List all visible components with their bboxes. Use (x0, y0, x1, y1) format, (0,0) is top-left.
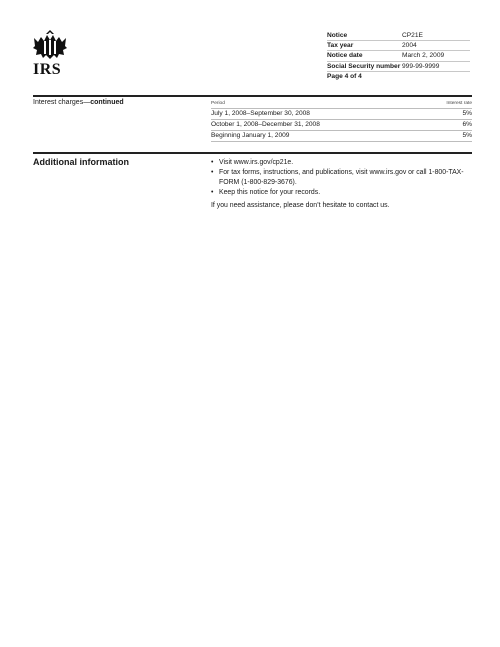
notice-date-row (327, 51, 470, 61)
notice-row (327, 31, 470, 41)
bullet-icon: • (211, 159, 214, 166)
list-item-text: Visit www.irs.gov/cp21e. (219, 159, 294, 166)
interest-rate-table (211, 100, 472, 142)
list-item-text: For tax forms, instructions, and publications, visit www.irs.gov or call 1-800-TAX-FORM (1-800-829-3676). (219, 169, 464, 186)
section-divider (33, 152, 472, 154)
bullet-icon: • (211, 189, 214, 196)
page-number: Page 4 of 4 (327, 72, 362, 80)
notice-label: Notice (327, 32, 348, 39)
table-row (211, 109, 472, 120)
rate-cell: 5% (462, 110, 472, 117)
period-cell: July 1, 2008–September 30, 2008 (211, 110, 310, 117)
notice-date-label: Notice date (327, 52, 363, 60)
interest-section-label (33, 99, 124, 106)
ssn-row (327, 62, 470, 72)
closing-text: If you need assistance, please don’t hesitate to contact us. (211, 202, 390, 209)
table-row (211, 120, 472, 131)
period-cell: Beginning January 1, 2009 (211, 132, 290, 139)
tax-year-value: 2004 (402, 42, 417, 50)
rate-column-header: Interest rate (446, 101, 472, 106)
list-item (211, 188, 472, 198)
rate-cell: 5% (462, 132, 472, 139)
notice-date-value: March 2, 2009 (402, 52, 445, 60)
interest-label-suffix: continued (90, 99, 124, 106)
table-header (211, 100, 472, 109)
irs-logo-text: IRS (33, 61, 62, 78)
rate-cell: 6% (462, 121, 472, 128)
period-cell: October 1, 2008–December 31, 2008 (211, 121, 320, 128)
interest-label-prefix: Interest charges— (33, 99, 91, 106)
notice-value: CP21E (402, 32, 423, 39)
tax-year-row (327, 41, 470, 51)
bullet-icon: • (211, 169, 214, 176)
table-row (211, 131, 472, 142)
period-column-header: Period (211, 101, 225, 106)
section-heading: Additional information (33, 157, 129, 167)
list-item (211, 158, 472, 168)
ssn-label: Social Security number (327, 62, 401, 70)
list-item-text: Keep this notice for your records. (219, 189, 321, 196)
additional-info-body (211, 158, 472, 211)
notice-info-block (327, 31, 470, 81)
ssn-value: 999-99-9999 (402, 62, 440, 70)
list-item (211, 168, 472, 188)
tax-year-label: Tax year (327, 42, 354, 50)
section-divider (33, 95, 472, 97)
